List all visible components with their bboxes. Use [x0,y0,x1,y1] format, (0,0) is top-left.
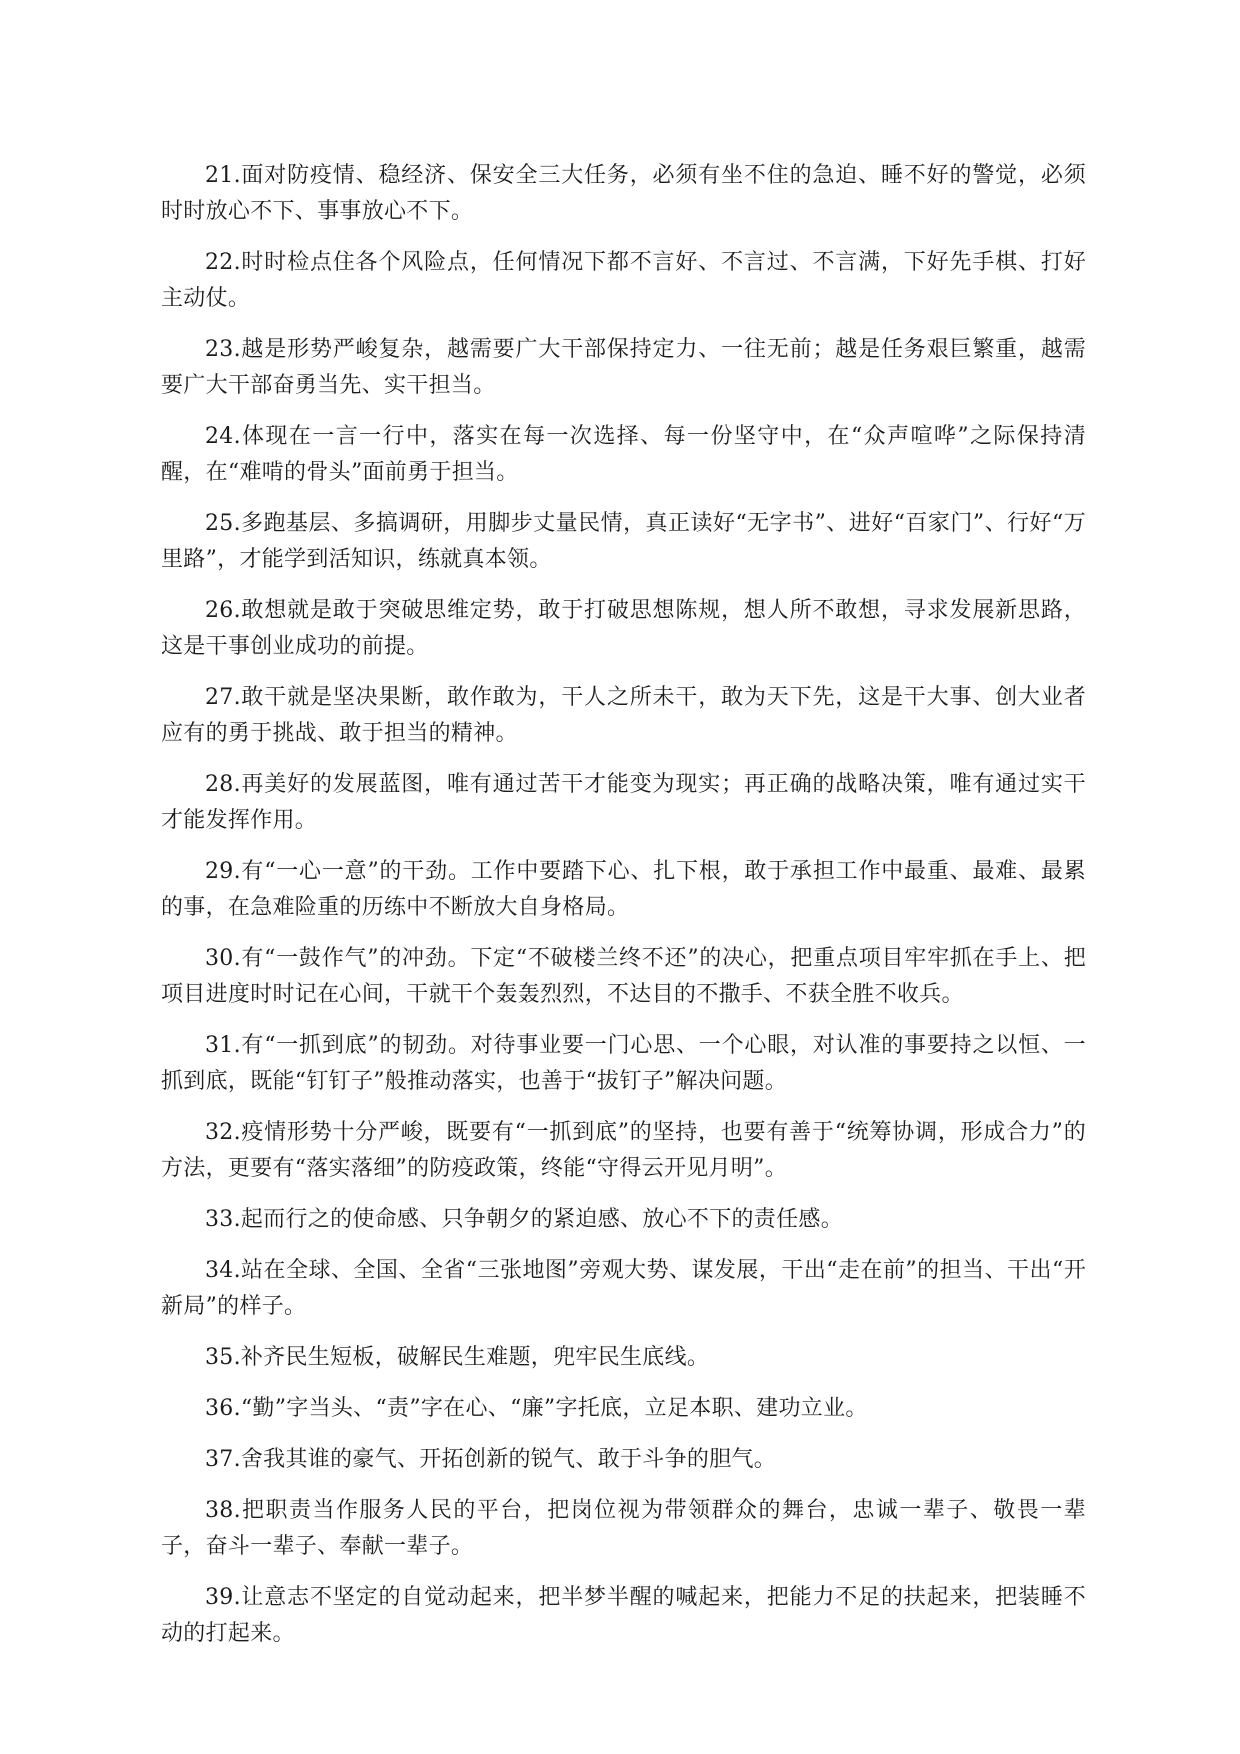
paragraph-38: 38.把职责当作服务人民的平台，把岗位视为带领群众的舞台，忠诚一辈子、敬畏一辈子，奋斗一辈子、奉献一辈子。 [161,1498,1086,1559]
paragraph-33: 33.起而行之的使命感、只争朝夕的紧迫感、放心不下的责任感。 [205,1207,843,1232]
paragraph-37: 37.舍我其谁的豪气、开拓创新的锐气、敢于斗争的胆气。 [205,1447,777,1472]
paragraph-31: 31.有“一抓到底”的韧劲。对待事业要一门心思、一个心眼，对认准的事要持之以恒、一抓到底，既能“钉钉子”般推动落实，也善于“拔钉子”解决问题。 [161,1033,1086,1094]
paragraph-25: 25.多跑基层、多搞调研，用脚步丈量民情，真正读好“无字书”、进好“百家门”、行好“万里路”，才能学到活知识，练就真本领。 [161,511,1086,572]
paragraph-27: 27.敢干就是坚决果断，敢作敢为，干人之所未干，敢为天下先，这是干大事、创大业者应有的勇于挑战、敢于担当的精神。 [161,685,1086,746]
paragraph-24: 24.体现在一言一行中，落实在每一次选择、每一份坚守中，在“众声喧哗”之际保持清醒，在“难啃的骨头”面前勇于担当。 [161,424,1086,485]
paragraph-30: 30.有“一鼓作气”的冲劲。下定“不破楼兰终不还”的决心，把重点项目牢牢抓在手上、把项目进度时时记在心间，干就干个轰轰烈烈，不达目的不撒手、不获全胜不收兵。 [161,946,1086,1007]
paragraph-21: 21.面对防疫情、稳经济、保安全三大任务，必须有坐不住的急迫、睡不好的警觉，必须时时放心不下、事事放心不下。 [161,163,1086,224]
paragraph-28: 28.再美好的发展蓝图，唯有通过苦干才能变为现实；再正确的战略决策，唯有通过实干才能发挥作用。 [161,772,1086,833]
paragraph-26: 26.敢想就是敢于突破思维定势，敢于打破思想陈规，想人所不敢想，寻求发展新思路，这是干事创业成功的前提。 [161,598,1086,659]
paragraph-22: 22.时时检点住各个风险点，任何情况下都不言好、不言过、不言满，下好先手棋、打好主动仗。 [161,250,1086,311]
paragraph-32: 32.疫情形势十分严峻，既要有“一抓到底”的坚持，也要有善于“统筹协调，形成合力”的方法，更要有“落实落细”的防疫政策，终能“守得云开见月明”。 [161,1120,1086,1181]
document-page [161,158,1086,1667]
paragraph-39: 39.让意志不坚定的自觉动起来，把半梦半醒的喊起来，把能力不足的扶起来，把装睡不动的打起来。 [161,1585,1086,1646]
paragraph-23: 23.越是形势严峻复杂，越需要广大干部保持定力、一往无前；越是任务艰巨繁重，越需要广大干部奋勇当先、实干担当。 [161,337,1086,398]
paragraph-34: 34.站在全球、全国、全省“三张地图”旁观大势、谋发展，干出“走在前”的担当、干出“开新局”的样子。 [161,1258,1086,1319]
paragraph-29: 29.有“一心一意”的干劲。工作中要踏下心、扎下根，敢于承担工作中最重、最难、最累的事，在急难险重的历练中不断放大自身格局。 [161,859,1086,920]
paragraph-35: 35.补齐民生短板，破解民生难题，兜牢民生底线。 [205,1345,710,1370]
paragraph-36: 36.“勤”字当头、“责”字在心、“廉”字托底，立足本职、建功立业。 [205,1396,868,1421]
